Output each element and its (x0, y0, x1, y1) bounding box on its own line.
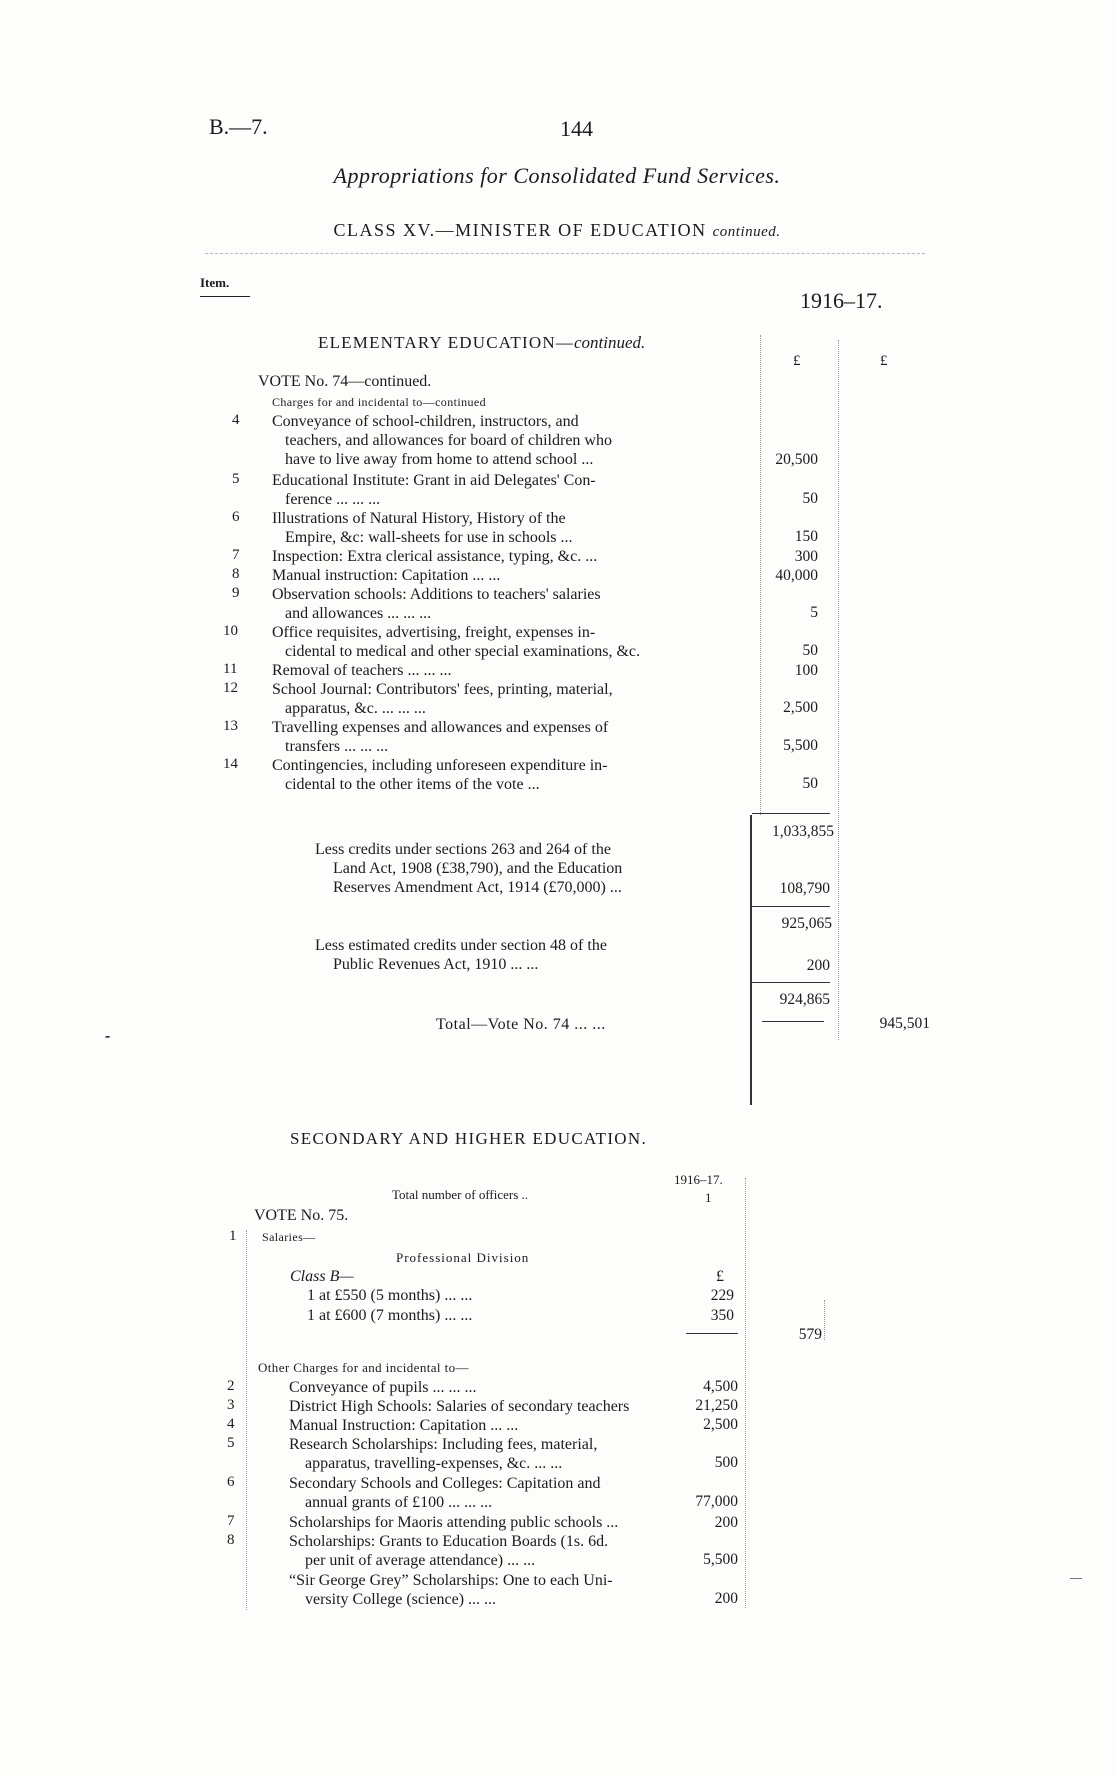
officers-year: 1916–17. (674, 1172, 723, 1187)
class-heading (0, 220, 1114, 241)
item-description-line: teachers, and allowances for board of children who (285, 432, 612, 449)
item-number: 4 (232, 412, 240, 428)
item-column-heading: Item. (200, 275, 230, 290)
item-description-line: and allowances ... ... ... (285, 605, 432, 622)
item-description-line: Manual Instruction: Capitation ... ... (289, 1417, 519, 1434)
item-amount: 5,500 (703, 1551, 738, 1568)
item-description-line: Scholarships: Grants to Education Boards (1s. 6d. (289, 1533, 609, 1550)
item-description-line: Empire, &c: wall-sheets for use in schools ... (285, 529, 573, 546)
header-divider (205, 253, 925, 254)
item-description-line: transfers ... ... ... (285, 738, 389, 755)
secondary-amount-guide (745, 1178, 746, 1608)
year-column-heading: 1916–17. (800, 288, 883, 313)
salary-pound-symbol: £ (716, 1268, 724, 1285)
item-description-line: versity College (science) ... ... (305, 1591, 497, 1608)
page-number: 144 (560, 116, 593, 141)
document-code: B.—7. (209, 114, 268, 139)
item-amount: 150 (794, 528, 818, 545)
item-description-line: Contingencies, including unforeseen expenditure in- (272, 757, 608, 774)
class-heading-text: CLASS XV.—MINISTER OF EDUCATION (333, 220, 707, 240)
page-title: Appropriations for Consolidated Fund Services. (333, 163, 781, 188)
item-description-line: apparatus, &c. ... ... ... (285, 700, 426, 717)
item-number: 3 (227, 1397, 235, 1413)
item-amount: 2,500 (703, 1416, 738, 1433)
salary-line-2-amount: 350 (710, 1307, 734, 1324)
elementary-heading (318, 333, 645, 353)
class-b-label: Class B— (290, 1268, 354, 1285)
item-description-line: Research Scholarships: Including fees, material, (289, 1436, 598, 1453)
item-description-line: ference ... ... ... (285, 491, 381, 508)
subtotal-2-amount: 925,065 (781, 915, 832, 932)
item-amount: 50 (802, 642, 818, 659)
item-amount: 500 (714, 1454, 738, 1471)
item-amount: 300 (794, 548, 818, 565)
salary-line-1-amount: 229 (710, 1287, 734, 1304)
item-number: 5 (227, 1435, 235, 1451)
item-description-line: Manual instruction: Capitation ... ... (272, 567, 501, 584)
total-vote-74-amount: 945,501 (879, 1015, 930, 1032)
item-amount: 5,500 (783, 737, 818, 754)
professional-division: Professional Division (396, 1250, 530, 1265)
item-description-line: Inspection: Extra clerical assistance, typing, &c. ... (272, 548, 598, 565)
margin-mark-right: — (1070, 1570, 1082, 1584)
salary-line-1-label: 1 at £550 (5 months) ... ... (307, 1287, 473, 1304)
item-description-line: per unit of average attendance) ... ... (305, 1552, 536, 1569)
elementary-heading-continued: continued. (574, 333, 646, 352)
item-description-line: Conveyance of school-children, instructors, and (272, 413, 579, 430)
officers-label: Total number of officers .. (392, 1187, 529, 1202)
credits-2-line-2: Public Revenues Act, 1910 ... ... (333, 956, 539, 973)
item-description-line: Removal of teachers ... ... ... (272, 662, 452, 679)
item-number: 6 (232, 509, 240, 525)
item-amount: 200 (714, 1590, 738, 1607)
item-number: 10 (223, 623, 238, 639)
item-amount: 200 (714, 1514, 738, 1531)
item-amount: 4,500 (703, 1378, 738, 1395)
item-number: 7 (227, 1513, 235, 1529)
item-description-line: apparatus, travelling-expenses, &c. ... ... (305, 1455, 563, 1472)
item-description-line: Scholarships for Maoris attending public schools ... (289, 1514, 619, 1531)
item-description-line: Observation schools: Additions to teachers' salaries (272, 586, 601, 603)
amount-column-rule (750, 815, 752, 1105)
item-description-line: cidental to the other items of the vote ... (285, 776, 540, 793)
secondary-heading: SECONDARY AND HIGHER EDUCATION. (290, 1129, 648, 1148)
credits-1-line-2: Land Act, 1908 (£38,790), and the Education (333, 860, 623, 877)
item-description-line: Travelling expenses and allowances and expenses of (272, 719, 609, 736)
item-heading-underline (200, 296, 250, 297)
item-amount: 100 (794, 662, 818, 679)
other-charges-heading: Other Charges for and incidental to— (258, 1360, 469, 1375)
item-number: 8 (232, 566, 240, 582)
item-number: 12 (223, 680, 238, 696)
item-amount: 2,500 (783, 699, 818, 716)
secondary-total-guide (824, 1300, 825, 1340)
credits-1-amount: 108,790 (779, 880, 830, 897)
net-underline (762, 1021, 824, 1022)
item-number: 2 (227, 1378, 235, 1394)
item-description-line: Educational Institute: Grant in aid Delegates' Con- (272, 472, 596, 489)
item-description-line: have to live away from home to attend school ... (285, 451, 594, 468)
salaries-rule (686, 1333, 738, 1334)
credits-1-line-1: Less credits under sections 263 and 264 of the (315, 841, 611, 858)
charges-heading: Charges for and incidental to—continued (272, 395, 486, 409)
net-rule (752, 982, 830, 983)
item-description-line: School Journal: Contributors' fees, printing, material, (272, 681, 613, 698)
item-number: 8 (227, 1532, 235, 1548)
item-number: 6 (227, 1474, 235, 1490)
pound-column-1: £ (793, 353, 801, 369)
item-description-line: Conveyance of pupils ... ... ... (289, 1379, 477, 1396)
margin-mark: ⁃ (104, 1031, 111, 1046)
item-amount: 77,000 (695, 1493, 738, 1510)
item-amount: 50 (802, 775, 818, 792)
elementary-heading-text: ELEMENTARY EDUCATION— (318, 333, 574, 352)
item-description-line: Secondary Schools and Colleges: Capitation and (289, 1475, 601, 1492)
text-column-guide (246, 1230, 247, 1610)
salaries-item-number: 1 (229, 1228, 237, 1244)
item-amount: 40,000 (775, 567, 818, 584)
vote-75-heading: VOTE No. 75. (254, 1207, 349, 1224)
subtotal-1-amount: 1,033,855 (772, 823, 834, 840)
item-amount: 5 (810, 604, 818, 621)
item-description-line: District High Schools: Salaries of secondary teachers (289, 1398, 630, 1415)
item-number: 4 (227, 1416, 235, 1432)
item-description-line: annual grants of £100 ... ... ... (305, 1494, 493, 1511)
salary-line-2-label: 1 at £600 (7 months) ... ... (307, 1307, 473, 1324)
item-amount: 20,500 (775, 451, 818, 468)
credits-1-line-3: Reserves Amendment Act, 1914 (£70,000) ... (333, 879, 622, 896)
officers-count: 1 (705, 1190, 712, 1205)
total-vote-74-label: Total—Vote No. 74 ... ... (436, 1016, 606, 1033)
total-column-rule (838, 340, 839, 1040)
subtotal-1-rule (752, 813, 830, 814)
item-description-line: Illustrations of Natural History, History of the (272, 510, 566, 527)
item-number: 5 (232, 471, 240, 487)
item-number: 13 (223, 718, 238, 734)
item-amount: 50 (802, 490, 818, 507)
item-number: 9 (232, 585, 240, 601)
net-amount: 924,865 (779, 991, 830, 1008)
item-number: 14 (223, 756, 238, 772)
vote-74-heading: VOTE No. 74—continued. (258, 373, 432, 390)
subtotal-2-rule (752, 906, 830, 907)
item-description-line: cidental to medical and other special examinations, &c. (285, 643, 640, 660)
salaries-total: 579 (798, 1326, 822, 1343)
class-heading-continued: continued. (712, 224, 781, 240)
credits-2-amount: 200 (806, 957, 830, 974)
credits-2-line-1: Less estimated credits under section 48 of the (315, 937, 607, 954)
item-number: 7 (232, 547, 240, 563)
pound-column-2: £ (880, 353, 888, 369)
amount-column-guide (760, 335, 761, 815)
salaries-heading: Salaries— (262, 1230, 316, 1244)
item-number: 11 (223, 661, 238, 677)
item-amount: 21,250 (695, 1397, 738, 1414)
item-description-line: Office requisites, advertising, freight, expenses in- (272, 624, 596, 641)
item-description-line: “Sir George Grey” Scholarships: One to each Uni- (289, 1572, 613, 1589)
